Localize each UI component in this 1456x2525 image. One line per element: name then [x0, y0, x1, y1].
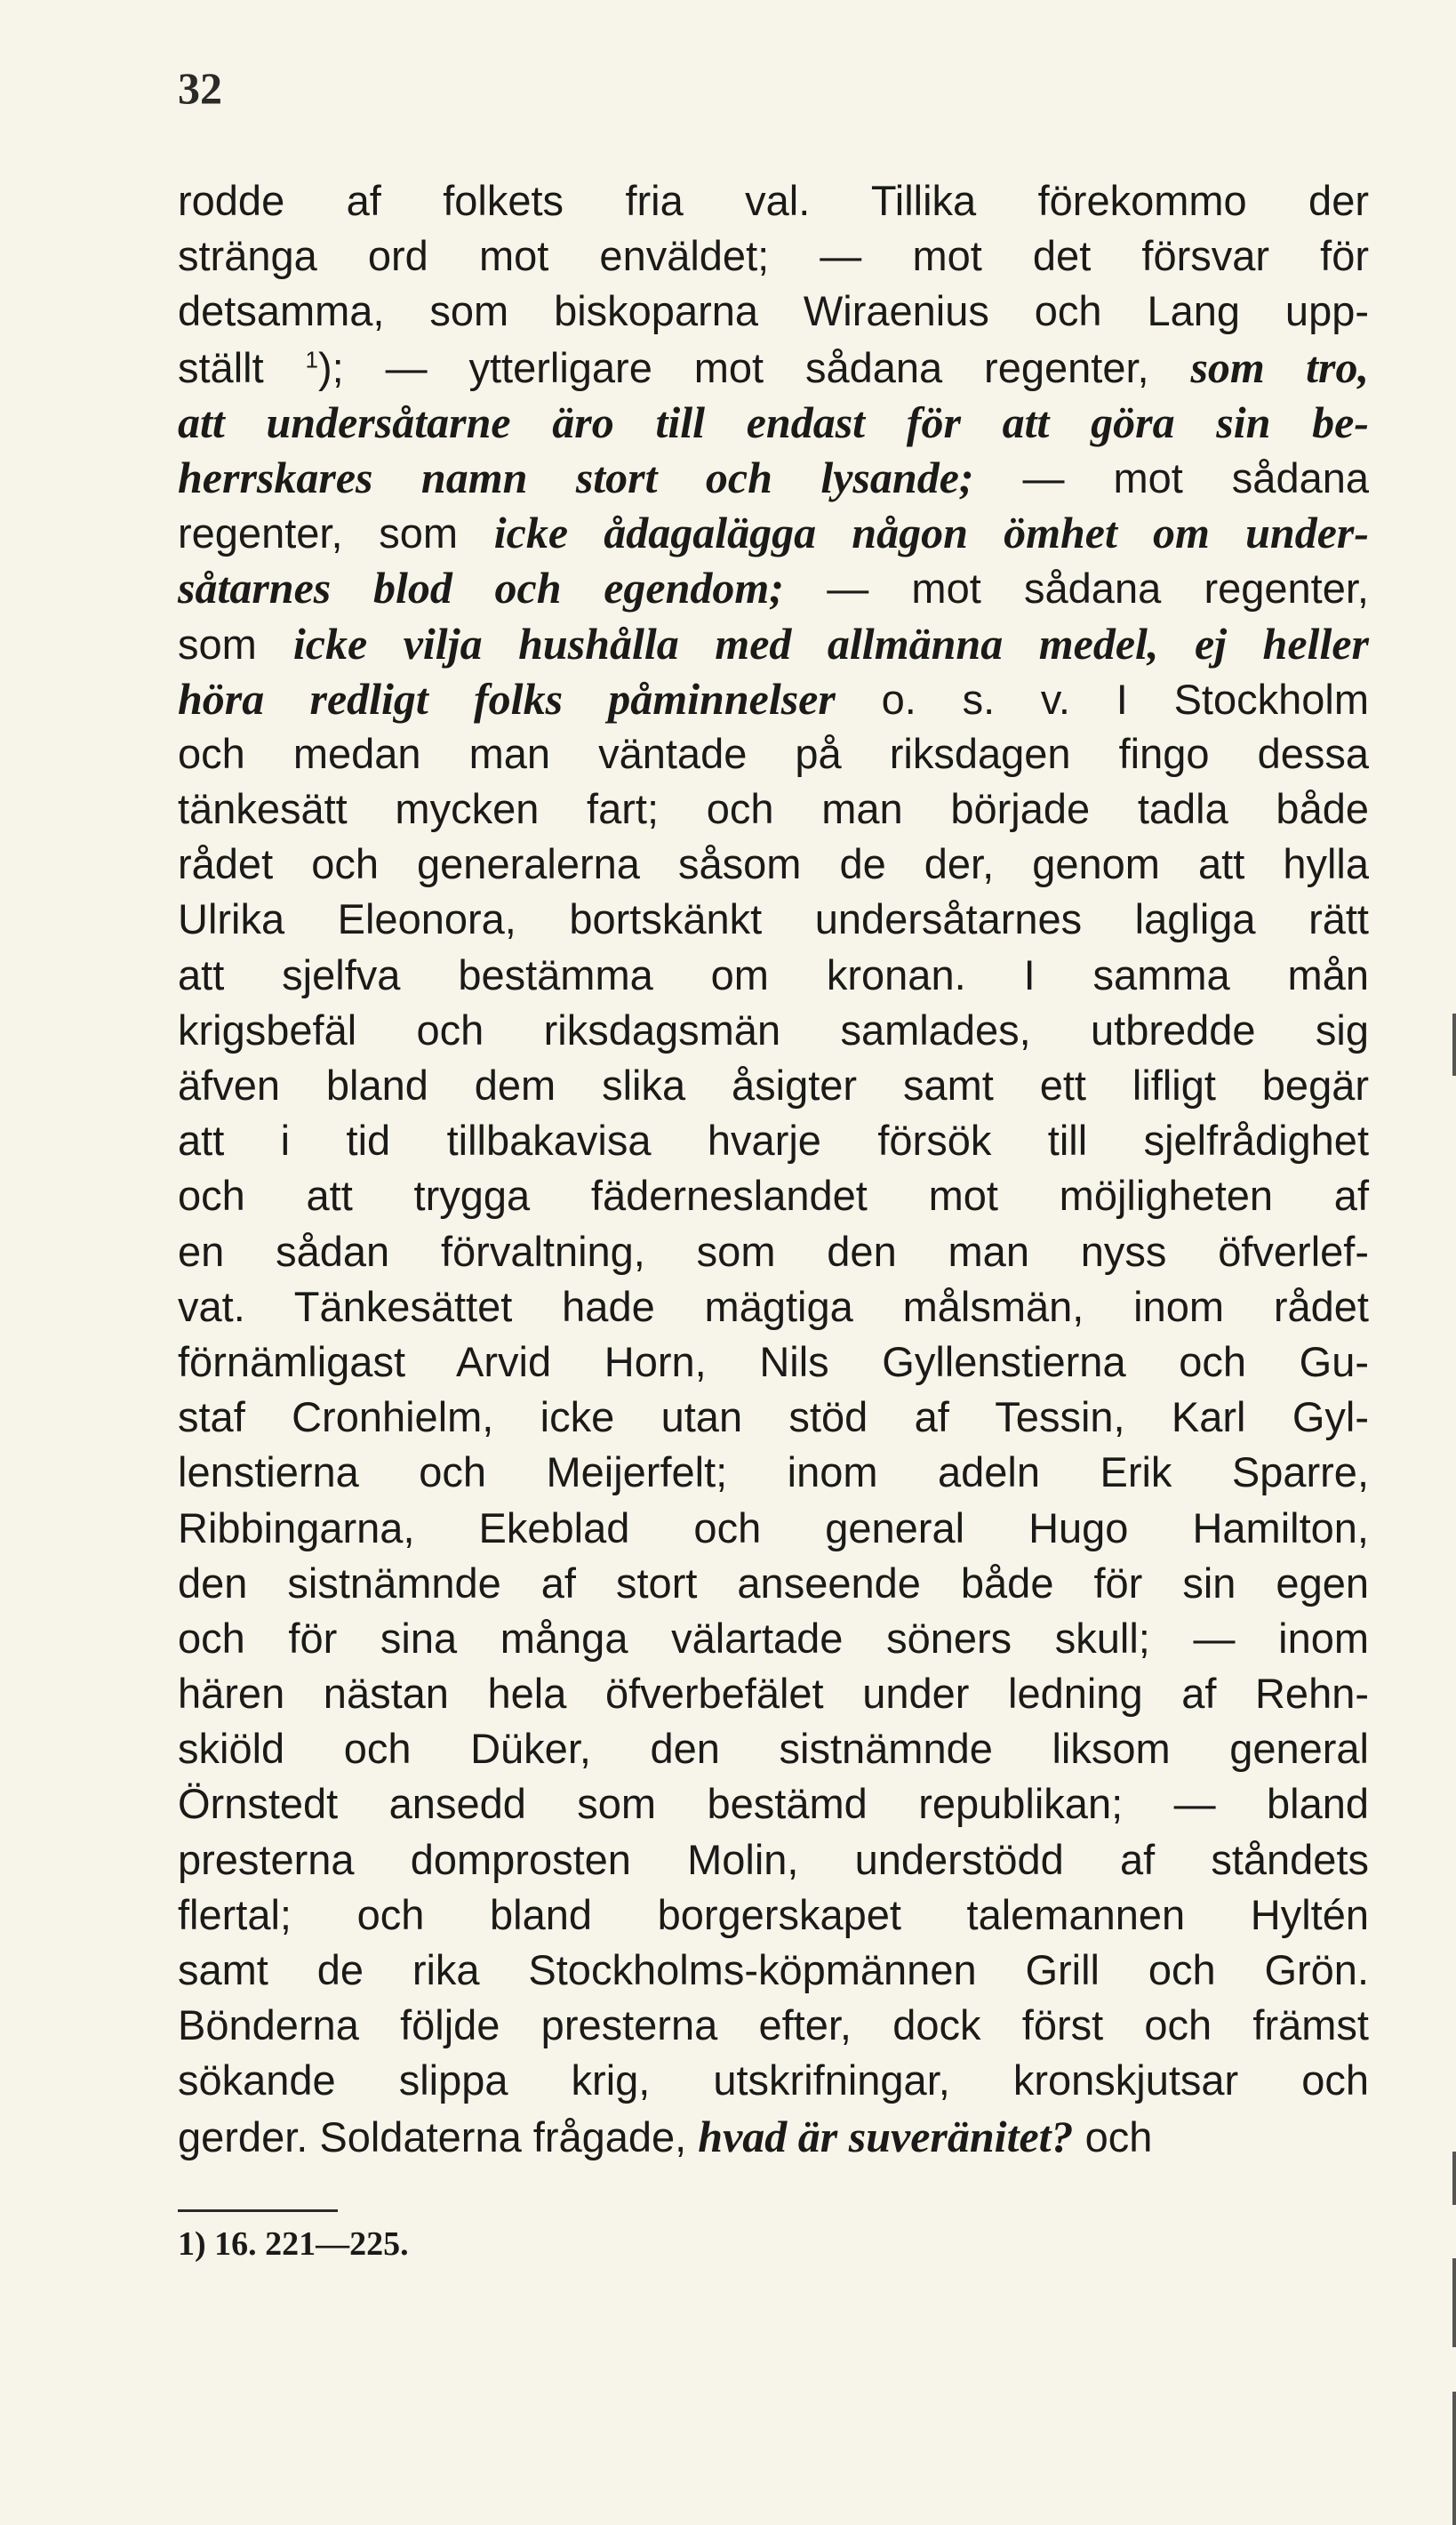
- text-run: och: [1073, 2112, 1153, 2160]
- text-line: [178, 450, 1369, 505]
- footnote: 1) 16. 221—225.: [178, 2225, 409, 2263]
- text-run: presterna domprosten Molin, understödd af ståndets: [178, 1835, 1369, 1883]
- text-line: [178, 560, 1369, 615]
- text-line: [178, 228, 1369, 284]
- text-run: att i tid tillbakavisa hvarje försök till sjelfrådighet: [178, 1117, 1369, 1165]
- text-run: som: [178, 620, 293, 668]
- page-edge-mark: [1452, 2258, 1456, 2347]
- text-line: [178, 1113, 1369, 1168]
- text-line: [178, 1445, 1369, 1500]
- text-line: [178, 2109, 1369, 2164]
- text-line: [178, 395, 1369, 450]
- text-line: [178, 1721, 1369, 1776]
- text-run: den sistnämnde af stort anseende både för sin egen: [178, 1559, 1369, 1607]
- italic-text-run: som tro,: [1190, 341, 1369, 392]
- text-run: att sjelfva bestämma om kronan. I samma mån: [178, 950, 1369, 998]
- text-run: en sådan förvaltning, som den man nyss öfverlef-: [178, 1227, 1369, 1275]
- text-run: tänkesätt mycken fart; och man började tadla både: [178, 785, 1369, 833]
- text-run: stränga ord mot enväldet; — mot det försvar för: [178, 232, 1369, 280]
- text-line: [178, 782, 1369, 837]
- page-edge-mark: [1452, 2392, 1456, 2525]
- text-run: äfven bland dem slika åsigter samt ett lifligt begär: [178, 1062, 1369, 1109]
- text-run: Örnstedt ansedd som bestämd republikan; — bland: [178, 1780, 1369, 1828]
- italic-text-run: herrskares namn stort och lysande;: [178, 452, 974, 502]
- text-line: [178, 1832, 1369, 1888]
- text-line: [178, 1666, 1369, 1721]
- text-line: [178, 1611, 1369, 1666]
- italic-text-run: hvad är suveränitet?: [698, 2111, 1074, 2161]
- page-edge-mark: [1452, 2152, 1456, 2205]
- text-line: [178, 1776, 1369, 1832]
- text-run: ställt: [178, 343, 306, 391]
- text-line: [178, 1943, 1369, 1998]
- text-run: och medan man väntade på riksdagen fingo dessa: [178, 729, 1369, 777]
- text-line: [178, 1390, 1369, 1445]
- text-line: [178, 1003, 1369, 1058]
- italic-text-run: höra redligt folks påminnelser: [178, 673, 836, 724]
- text-run: staf Cronhielm, icke utan stöd af Tessin, Karl Gyl-: [178, 1393, 1369, 1441]
- text-line: [178, 1501, 1369, 1556]
- text-run: lenstierna och Meijerfelt; inom adeln Erik Sparre,: [178, 1448, 1369, 1496]
- text-line: [178, 1998, 1369, 2053]
- text-line: [178, 671, 1369, 726]
- text-run: och för sina många välartade söners skull; — inom: [178, 1614, 1369, 1662]
- text-line: [178, 837, 1369, 892]
- text-run: samt de rika Stockholms-köpmännen Grill och Grön.: [178, 1946, 1369, 1993]
- body-text: [178, 173, 1369, 2164]
- text-line: [178, 284, 1369, 339]
- text-run: rodde af folkets fria val. Tillika förekommo der: [178, 177, 1369, 224]
- text-line: [178, 726, 1369, 782]
- footnote-marker: 1: [305, 345, 318, 373]
- text-line: [178, 340, 1369, 395]
- text-line: [178, 1279, 1369, 1335]
- text-run: sökande slippa krig, utskrifningar, kronskjutsar och: [178, 2056, 1369, 2104]
- text-run: rådet och generalerna såsom de der, genom att hylla: [178, 840, 1369, 888]
- text-run: — mot sådana regenter,: [783, 565, 1369, 613]
- text-line: [178, 616, 1369, 671]
- italic-text-run: icke ådagalägga någon ömhet om under-: [493, 508, 1370, 558]
- text-line: [178, 948, 1369, 1003]
- text-line: [178, 1335, 1369, 1390]
- text-run: förnämligast Arvid Horn, Nils Gyllenstierna och Gu-: [178, 1337, 1369, 1385]
- text-line: [178, 1224, 1369, 1279]
- text-run: Ulrika Eleonora, bortskänkt undersåtarnes lagliga rätt: [178, 895, 1369, 943]
- text-run: — mot sådana: [973, 453, 1370, 501]
- text-run: gerder. Soldaterna frågade,: [178, 2112, 699, 2160]
- text-line: [178, 2053, 1369, 2108]
- text-run: regenter, som: [178, 509, 494, 557]
- text-line: [178, 173, 1369, 228]
- text-line: [178, 1168, 1369, 1223]
- text-run: skiöld och Düker, den sistnämnde liksom general: [178, 1725, 1369, 1773]
- text-run: hären nästan hela öfverbefälet under ledning af Rehn-: [178, 1670, 1369, 1718]
- text-line: [178, 1058, 1369, 1113]
- text-run: detsamma, som biskoparna Wiraenius och Lang upp-: [178, 287, 1369, 335]
- italic-text-run: icke vilja hushålla med allmänna medel, ej heller: [292, 618, 1369, 669]
- text-run: o. s. v. I Stockholm: [835, 675, 1369, 723]
- text-line: [178, 892, 1369, 947]
- text-line: [178, 1556, 1369, 1611]
- text-run: Bönderna följde presterna efter, dock först och främst: [178, 2001, 1369, 2049]
- footnote-rule: [178, 2209, 338, 2212]
- text-run: och att trygga fäderneslandet mot möjligheten af: [178, 1172, 1369, 1220]
- text-run: krigsbefäl och riksdagsmän samlades, utbredde sig: [178, 1006, 1369, 1054]
- italic-text-run: att undersåtarne äro till endast för att göra sin be-: [178, 397, 1369, 447]
- text-run: flertal; och bland borgerskapet talemannen Hyltén: [178, 1890, 1369, 1938]
- page-number: 32: [178, 63, 222, 113]
- text-line: [178, 505, 1369, 560]
- italic-text-run: såtarnes blod och egendom;: [178, 563, 784, 613]
- text-run: ); — ytterligare mot sådana regenter,: [318, 343, 1191, 391]
- text-line: [178, 1888, 1369, 1943]
- page-edge-mark: [1452, 1014, 1456, 1076]
- text-run: vat. Tänkesättet hade mägtiga målsmän, inom rådet: [178, 1282, 1369, 1330]
- text-run: Ribbingarna, Ekeblad och general Hugo Hamilton,: [178, 1503, 1369, 1551]
